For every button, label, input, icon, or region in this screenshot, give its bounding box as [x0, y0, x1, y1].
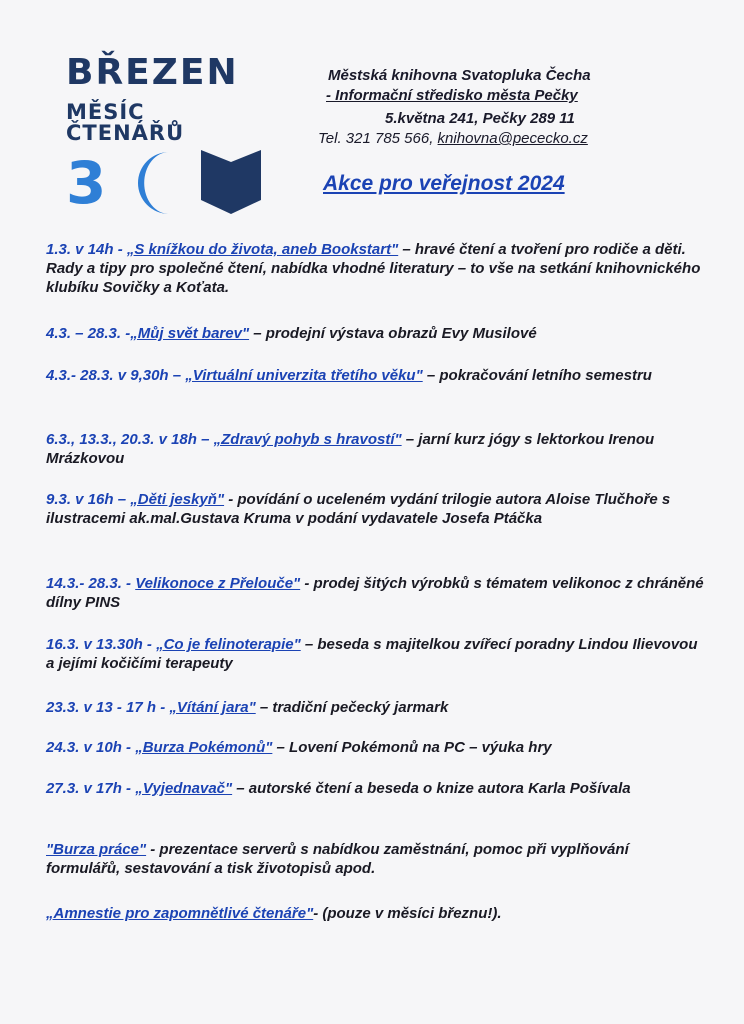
event-date: 9.3. v 16h – [46, 491, 131, 508]
event-item [46, 698, 706, 717]
event-desc: - prezentace serverů s nabídkou zaměstnání, pomoc při vyplňování formulářů, sestavování a tisk životopisů apod. [46, 841, 629, 877]
event-name: „Vítání jara" [169, 699, 256, 716]
event-name: "Burza práce" [46, 841, 147, 858]
event-item [46, 490, 706, 528]
event-item [46, 366, 706, 385]
logo-title: BŘEZEN [66, 52, 239, 93]
event-desc: – Lovení Pokémonů na PC – výuka hry [272, 739, 552, 756]
event-desc: – beseda s majitelkou zvířecí poradny Lindou Ilievovou a jejími kočičími terapeuty [46, 636, 698, 672]
event-desc: – prodejní výstava obrazů Evy Musilové [249, 325, 537, 342]
event-name: „Amnestie pro zapomnětlivé čtenáře" [46, 905, 314, 922]
event-item [46, 240, 706, 297]
telephone: Tel. 321 785 566, [318, 130, 438, 147]
event-item [46, 430, 706, 468]
event-name: „Děti jeskyň" [130, 491, 225, 508]
event-date: 1.3. v 14h - [46, 241, 127, 258]
event-item [46, 840, 706, 878]
event-item [46, 324, 706, 343]
event-item [46, 904, 706, 923]
book-icon [201, 150, 261, 214]
event-date: 27.3. v 17h - [46, 780, 136, 797]
info-center: - Informační středisko města Pečky [326, 87, 578, 104]
event-item [46, 635, 706, 673]
event-name: „Burza Pokémonů" [135, 739, 273, 756]
library-name: Městská knihovna Svatopluka Čecha [328, 67, 591, 84]
event-name: „Co je felinoterapie" [156, 636, 301, 653]
event-date: 4.3.- 28.3. v 9,30h – [46, 367, 186, 384]
event-date: 16.3. v 13.30h - [46, 636, 157, 653]
page-title: Akce pro veřejnost 2024 [323, 172, 565, 195]
event-item [46, 574, 706, 612]
event-desc: - (pouze v měsíci březnu!). [313, 905, 502, 922]
event-desc: – pokračování letního semestru [422, 367, 652, 384]
event-name: Velikonoce z Přelouče" [135, 575, 301, 592]
event-desc: - prodej šitých výrobků s tématem velikonoc z chráněné dílny PINS [46, 575, 704, 611]
event-date: 4.3. – 28.3. - [46, 325, 131, 342]
event-date: 23.3. v 13 - 17 h - [46, 699, 170, 716]
event-date: 24.3. v 10h - [46, 739, 136, 756]
event-desc: – jarní kurz jógy s lektorkou Irenou Mrázkovou [46, 431, 655, 467]
event-name: „S knížkou do života, aneb Bookstart" [126, 241, 399, 258]
event-desc: - povídání o uceleném vydání trilogie autora Aloise Tlučhoře s ilustracemi ak.mal.Gustava Kruma v podání vydavatele Josefa Ptáčka [46, 491, 671, 527]
logo-subtitle: MĚSÍC ČTENÁŘŮ [66, 100, 185, 145]
event-item [46, 779, 706, 798]
event-date: 14.3.- 28.3. - [46, 575, 136, 592]
event-date: 6.3., 13.3., 20.3. v 18h – [46, 431, 214, 448]
moon-icon [138, 152, 169, 214]
event-item [46, 738, 706, 757]
event-desc: – hravé čtení a tvoření pro rodiče a děti. Rady a tipy pro společné čtení, nabídka vhodné literatury – to vše na setkání knihovnického klubíku Sovičky a Koťata. [46, 241, 701, 296]
library-address: 5.května 241, Pečky 289 11 [385, 110, 575, 127]
event-desc: – autorské čtení a beseda o knize autora Karla Pošívala [232, 780, 631, 797]
logo-number-3: 3 [66, 149, 107, 217]
event-name: „Vyjednavač" [135, 780, 233, 797]
event-name: „Virtuální univerzita třetího věku" [185, 367, 423, 384]
event-desc: – tradiční pečecký jarmark [255, 699, 449, 716]
event-name: „Můj svět barev" [130, 325, 250, 342]
email-link[interactable]: knihovna@pececko.cz [437, 130, 588, 147]
contact-line [318, 130, 588, 147]
event-name: „Zdravý pohyb s hravostí" [213, 431, 402, 448]
logo-graphics [66, 148, 266, 218]
